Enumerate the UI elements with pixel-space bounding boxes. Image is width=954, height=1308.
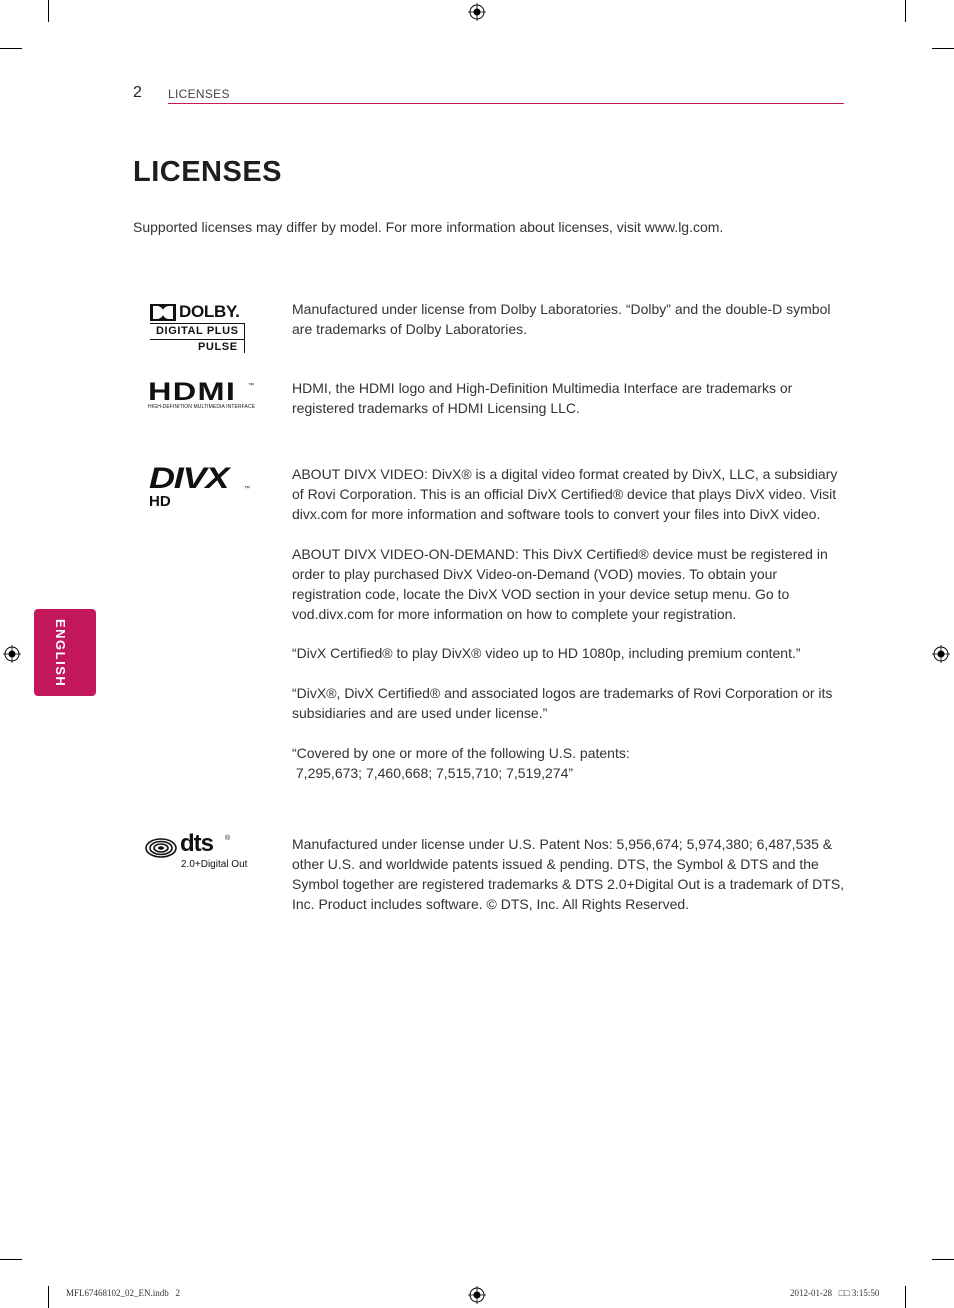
crop-mark [905,0,906,22]
logo-rule [150,323,244,324]
footer-timestamp: 2012-01-28 □□ 3:15:50 [790,1288,880,1298]
registration-mark-icon [932,645,950,663]
crop-mark [0,1259,22,1260]
header-rule [168,103,844,104]
dolby-pulse: PULSE [198,341,238,353]
page-title: LICENSES [133,156,283,188]
crop-mark [48,1286,49,1308]
hdmi-tagline: HIGH-DEFINITION MULTIMEDIA INTERFACE [148,404,256,410]
language-tab-label: ENGLISH [53,619,68,688]
divx-wordmark: DIVX [149,462,229,495]
footer-file-info: MFL67468102_02_EN.indb 2 [66,1288,181,1298]
running-header: LICENSES [168,87,230,101]
patent-list: 7,295,673; 7,460,668; 7,515,710; 7,519,274” [292,765,574,781]
intro-text: Supported licenses may differ by model. For more information about licenses, visit www.lg.com. [133,219,724,235]
hdmi-tm: ™ [248,383,254,389]
paragraph: “DivX®, DivX Certified® and associated logos are trademarks of Rovi Corporation or its subsidiaries and are used under license.” [292,685,833,721]
crop-mark [905,1286,906,1308]
divx-tm: ™ [244,486,250,492]
paragraph: Manufactured under license from Dolby Laboratories. “Dolby” and the double-D symbol are trademarks of Dolby Laboratories. [292,301,831,337]
dts-license-text [292,834,848,914]
dts-logo [145,830,249,874]
logo-rule [244,323,245,353]
dolby-digital-plus: DIGITAL PLUS [156,325,239,337]
dts-reg: ® [225,835,231,842]
crop-mark [48,0,49,22]
dolby-logo [150,304,248,354]
hdmi-wordmark: HDMI [148,378,237,406]
paragraph: ABOUT DIVX VIDEO-ON-DEMAND: This DivX Certified® device must be registered in order to play purchased DivX Video-on-Demand (VOD) movies. To obtain your registration code, locate the DivX VOD section in your device setup menu. Go to vod.divx.com for more information on how to complete your registration. [292,546,828,622]
divx-hd-logo [149,462,250,510]
dolby-license-text [292,299,848,339]
paragraph: “DivX Certified® to play DivX® video up to HD 1080p, including premium content.” [292,645,801,661]
registration-mark-icon [3,645,21,663]
registration-mark-icon [468,3,486,21]
dolby-wordmark: DOLBY. [179,302,240,321]
paragraph: ABOUT DIVX VIDEO: DivX® is a digital video format created by DivX, LLC, a subsidiary of Rovi Corporation. This is an official DivX Certified® device that plays DivX video. Visit divx.com for more information and software tools to convert your files into DivX video. [292,466,838,522]
page-number: 2 [133,84,142,101]
double-d-icon [150,304,176,321]
divx-license-text [292,464,848,783]
crop-mark [932,1259,954,1260]
registration-mark-icon [468,1286,486,1304]
divx-hd: HD [149,493,171,510]
logo-rule [150,339,244,340]
crop-mark [932,48,954,49]
hdmi-license-text [292,378,848,418]
paragraph: Manufactured under license under U.S. Patent Nos: 5,956,674; 5,974,380; 6,487,535 & other U.S. and worldwide patents issued & pending. DTS, the Symbol & DTS and the Symbol together are registered trademarks & DTS 2.0+Digital Out is a trademark of DTS, Inc. Product includes software. © DTS, Inc. All Rights Reserved. [292,836,845,912]
dts-wordmark: dts [180,830,213,857]
paragraph: HDMI, the HDMI logo and High-Definition Multimedia Interface are trademarks or registered trademarks of HDMI Licensing LLC. [292,380,793,416]
hdmi-logo [148,378,256,412]
crop-mark [0,48,22,49]
paragraph: “Covered by one or more of the following U.S. patents: [292,745,630,761]
dts-symbol-icon [145,837,177,859]
dts-digital-out: 2.0+Digital Out [181,859,248,870]
